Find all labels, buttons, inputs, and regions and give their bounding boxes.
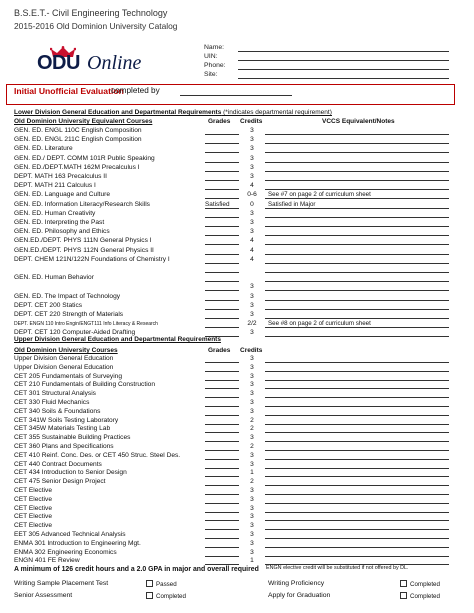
table-row (0, 127, 474, 135)
course-name: GEN. ED. The Impact of Technology (14, 292, 121, 300)
credits-value: 4 (250, 182, 254, 190)
credits-value: 2 (250, 443, 254, 450)
completed-by-label: completed by (111, 86, 160, 95)
course-name: CET 360 Plans and Specifications (14, 443, 114, 450)
credits-value: 3 (250, 145, 254, 153)
course-name: CET Elective (14, 513, 52, 521)
phone-field[interactable] (238, 69, 449, 70)
catalog-year: 2015-2016 Old Dominion University Catalog (14, 21, 178, 31)
vccs-note-field[interactable] (265, 173, 449, 181)
table-row (0, 136, 474, 144)
credits-value: 3 (250, 363, 254, 371)
course-name: CET 340 Soils & Foundations (14, 407, 101, 415)
lower-courses-header: Old Dominion University Equivalent Courses (14, 118, 153, 125)
table-row (0, 164, 474, 172)
notes-field[interactable] (265, 355, 449, 363)
credits-value: 3 (250, 487, 254, 494)
vccs-note-field[interactable] (265, 329, 449, 337)
credits-value: 4 (250, 246, 254, 254)
lower-division-heading (14, 109, 332, 116)
odu-online-logo (14, 46, 164, 82)
table-row (0, 452, 474, 460)
course-name: GEN. ED. Philosophy and Ethics (14, 228, 110, 236)
grade-field[interactable] (205, 182, 239, 190)
table-row (0, 228, 474, 236)
credits-value: 3 (250, 390, 254, 398)
credits-value: 3 (250, 163, 254, 171)
course-name: Upper Division General Education (14, 355, 114, 362)
vccs-note-field[interactable] (265, 145, 449, 153)
table-row (0, 373, 474, 381)
name-label: Name: (204, 44, 225, 51)
course-name: GEN.ED./DEPT. PHYS 111N General Physics I (14, 237, 152, 245)
writing-proficiency-checkbox[interactable] (400, 580, 407, 587)
course-name: CET 345W Materials Testing Lab (14, 425, 111, 433)
grade-field[interactable] (205, 390, 239, 398)
course-name: CET 341W Soils Testing Laboratory (14, 416, 119, 424)
grade-field[interactable] (205, 145, 239, 153)
grade-field[interactable] (205, 531, 239, 539)
grade-field[interactable] (205, 210, 239, 218)
table-row (0, 256, 474, 264)
grade-field[interactable] (205, 237, 239, 245)
logo-online-text: Online (87, 52, 142, 74)
grade-field[interactable] (205, 191, 239, 199)
grade-field[interactable] (205, 247, 239, 255)
credits-value: 4 (250, 237, 254, 245)
credits-value: 3 (250, 292, 254, 300)
credits-value: 0-6 (247, 191, 257, 199)
logo-odu-text: ODU (37, 52, 80, 74)
course-name: GEN. ED./ DEPT. COMM 101R Public Speaking (14, 154, 155, 162)
grade-field[interactable] (205, 274, 239, 282)
table-row (0, 293, 474, 301)
notes-field[interactable] (265, 408, 449, 416)
table-row (0, 425, 474, 433)
table-row (0, 364, 474, 372)
course-name: CET 355 Sustainable Building Practices (14, 434, 131, 442)
course-name: CET Elective (14, 495, 52, 503)
credits-value: 4 (250, 255, 254, 263)
course-name: GEN.ED./DEPT. PHYS 112N General Physics II (14, 246, 154, 254)
table-row (0, 469, 474, 477)
passed-checkbox[interactable] (146, 580, 153, 587)
grade-field[interactable] (205, 164, 239, 172)
credits-value: 3 (250, 504, 254, 512)
notes-field[interactable] (265, 381, 449, 389)
credits-value: 3 (250, 283, 254, 291)
notes-field[interactable] (265, 434, 449, 442)
course-name: CET 210 Fundamentals of Building Construction (14, 381, 155, 389)
vccs-note-field[interactable] (265, 136, 449, 144)
grade-field[interactable] (205, 452, 239, 460)
notes-field[interactable] (265, 540, 449, 548)
notes-field[interactable] (265, 513, 449, 521)
grade-field[interactable] (205, 469, 239, 477)
phone-label: Phone: (204, 62, 226, 69)
upper-grades-header: Grades (208, 347, 231, 354)
notes-field[interactable] (265, 461, 449, 469)
table-row (0, 182, 474, 190)
credits-value: 3 (250, 301, 254, 309)
course-name: Upper Division General Education (14, 363, 114, 371)
vccs-note-field[interactable] (265, 127, 449, 135)
vccs-note-field[interactable] (265, 182, 449, 190)
notes-field[interactable] (265, 425, 449, 433)
credits-value: 3 (250, 451, 254, 459)
passed-label: Passed (156, 581, 177, 588)
credits-value: 3 (250, 522, 254, 530)
table-row (0, 443, 474, 451)
credits-value: 3 (250, 513, 254, 521)
table-row (0, 145, 474, 153)
table-row (0, 302, 474, 310)
course-name: GEN. ED./DEPT.MATH 162M Precalculus I (14, 163, 140, 171)
vccs-note-field[interactable] (265, 210, 449, 218)
senior-assessment-completed-label: Completed (156, 593, 186, 600)
credits-value: 1 (250, 469, 254, 477)
table-row (0, 265, 474, 273)
notes-field[interactable] (265, 496, 449, 504)
vccs-note-field[interactable] (265, 219, 449, 227)
course-name: CET Elective (14, 504, 52, 512)
credits-value: 3 (250, 311, 254, 318)
grade-field[interactable] (205, 173, 239, 181)
course-name: DEPT. MATH 163 Precalculus II (14, 173, 107, 180)
credits-value: 3 (250, 329, 254, 337)
credits-value: 3 (250, 399, 254, 406)
table-row (0, 201, 474, 209)
lower-credits-header: Credits (240, 118, 263, 125)
course-name: DEPT. MATH 211 Calculus I (14, 182, 96, 190)
credits-value: 3 (250, 173, 254, 180)
table-row (0, 155, 474, 163)
vccs-note-field[interactable] (265, 155, 449, 163)
site-field[interactable] (238, 78, 449, 79)
grade-field[interactable] (205, 127, 239, 135)
grade-field[interactable] (205, 265, 239, 273)
grade-field[interactable]: Satisfied (205, 201, 239, 209)
vccs-note-field[interactable] (265, 274, 449, 282)
vccs-note-field[interactable]: See #8 on page 2 of curriculum sheet (265, 320, 449, 328)
course-name: CET Elective (14, 522, 52, 530)
grade-field[interactable] (205, 228, 239, 236)
grade-field[interactable] (205, 540, 239, 548)
writing-proficiency-completed-label: Completed (410, 581, 440, 588)
credits-value: 3 (250, 154, 254, 162)
completed-by-field[interactable] (180, 95, 292, 96)
credits-value: 0 (250, 200, 254, 208)
credits-value: 3 (250, 127, 254, 134)
grade-field[interactable] (205, 434, 239, 442)
table-row (0, 434, 474, 442)
course-name: DEPT. CHEM 121N/122N Foundations of Chemistry I (14, 255, 170, 263)
vccs-note-field[interactable] (265, 237, 449, 245)
notes-field[interactable] (265, 522, 449, 530)
credits-value: 3 (250, 407, 254, 415)
program-title: B.S.E.T.- Civil Engineering Technology (14, 8, 168, 18)
credits-value: 2 (250, 478, 254, 486)
grade-field[interactable] (205, 513, 239, 521)
senior-assessment-label: Senior Assessment (14, 592, 73, 599)
course-name: GEN. ED. Language and Culture (14, 191, 111, 199)
grade-field[interactable] (205, 557, 239, 565)
vccs-note-field[interactable] (265, 256, 449, 264)
grade-field[interactable] (205, 461, 239, 469)
grade-field[interactable] (205, 355, 239, 363)
course-name: GEN. ED. Literature (14, 145, 73, 153)
table-row (0, 399, 474, 407)
engn-elective-note: ENGN elective credit will be substituted if not offered by DL. (266, 565, 409, 571)
notes-field[interactable] (265, 399, 449, 407)
credits-value: 1 (250, 557, 254, 565)
vccs-note-field[interactable] (265, 311, 449, 319)
site-label: Site: (204, 71, 218, 78)
credits-value: 3 (250, 460, 254, 468)
course-name: CET 205 Fundamentals of Surveying (14, 372, 123, 380)
course-name: DEPT. ENGN 110 Intro Engin/ENGT111 Info Literacy & Research (14, 321, 158, 328)
vccs-header: VCCS Equivalent/Notes (322, 118, 395, 125)
table-row (0, 496, 474, 504)
course-name: GEN. ED. Information Literacy/Research Skills (14, 200, 150, 208)
grade-field[interactable] (205, 487, 239, 495)
credits-value: 3 (250, 372, 254, 380)
table-row (0, 247, 474, 255)
credits-value: 3 (250, 136, 254, 144)
course-name: CET 410 Reinf. Conc. Des. or CET 450 Struc. Steel Des. (14, 451, 181, 459)
grade-field[interactable] (205, 302, 239, 310)
vccs-note-field[interactable] (265, 265, 449, 273)
table-row (0, 505, 474, 513)
table-row (0, 191, 474, 199)
apply-graduation-label: Apply for Graduation (268, 592, 331, 599)
table-row (0, 355, 474, 363)
grade-field[interactable] (205, 364, 239, 372)
credits-value: 3 (250, 434, 254, 442)
grade-field[interactable] (205, 425, 239, 433)
table-row (0, 210, 474, 218)
table-row (0, 540, 474, 548)
table-row (0, 283, 474, 291)
credits-value: 3 (250, 209, 254, 217)
vccs-note-field[interactable] (265, 283, 449, 291)
evaluation-title: Initial Unofficial Evaluation (14, 86, 124, 96)
table-row (0, 522, 474, 530)
grade-field[interactable] (205, 496, 239, 504)
table-row (0, 549, 474, 557)
course-name: DEPT. CET 120 Computer-Aided Drafting (14, 329, 136, 337)
vccs-note-field[interactable] (265, 228, 449, 236)
credits-value: 3 (250, 355, 254, 362)
grade-field[interactable] (205, 373, 239, 381)
notes-field[interactable] (265, 417, 449, 425)
grade-field[interactable] (205, 136, 239, 144)
notes-field[interactable] (265, 364, 449, 372)
table-row (0, 320, 474, 328)
vccs-note-field[interactable] (265, 164, 449, 172)
course-name: GEN. ED. Human Behavior (14, 274, 94, 282)
table-row (0, 461, 474, 469)
apply-graduation-completed-label: Completed (410, 593, 440, 600)
notes-field[interactable] (265, 469, 449, 477)
vccs-note-field[interactable]: See #7 on page 2 of curriculum sheet (265, 191, 449, 199)
notes-field[interactable] (265, 549, 449, 557)
course-name: EET 305 Advanced Technical Analysis (14, 531, 126, 538)
notes-field[interactable] (265, 478, 449, 486)
course-name: ENGN 401 FE Review (14, 557, 80, 565)
upper-credits-header: Credits (240, 347, 263, 354)
table-row (0, 237, 474, 245)
credits-value: 3 (250, 228, 254, 236)
grade-field[interactable] (205, 283, 239, 291)
notes-field[interactable] (265, 452, 449, 460)
grade-field[interactable] (205, 478, 239, 486)
credits-value: 2/2 (247, 320, 257, 328)
credits-value: 2 (250, 425, 254, 433)
course-name: GEN. ED. ENGL 211C English Composition (14, 136, 142, 144)
grade-field[interactable] (205, 549, 239, 557)
table-row (0, 311, 474, 319)
lower-grades-header: Grades (208, 118, 231, 125)
senior-assessment-checkbox[interactable] (146, 592, 153, 599)
graduation-requirement: A minimum of 126 credit hours and a 2.0 GPA in major and overall required (14, 566, 259, 573)
table-row (0, 478, 474, 486)
uin-label: UIN: (204, 53, 218, 60)
grade-field[interactable] (205, 293, 239, 301)
vccs-note-field[interactable]: Satisfied in Major (265, 201, 449, 209)
upper-courses-header: Old Dominion University Courses (14, 347, 118, 354)
grade-field[interactable] (205, 408, 239, 416)
vccs-note-field[interactable] (265, 302, 449, 310)
lower-division-title: Lower Division General Education and Departmental Requirements (14, 109, 222, 116)
table-row (0, 408, 474, 416)
notes-field[interactable] (265, 390, 449, 398)
course-name: ENMA 302 Engineering Economics (14, 548, 117, 556)
credits-value: 2 (250, 416, 254, 424)
table-row (0, 381, 474, 389)
grade-field[interactable] (205, 522, 239, 530)
course-name: CET 440 Contract Documents (14, 460, 102, 468)
course-name: DEPT. CET 200 Statics (14, 301, 83, 309)
grade-field[interactable] (205, 417, 239, 425)
course-name: CET Elective (14, 487, 52, 494)
table-row (0, 531, 474, 539)
grade-field[interactable] (205, 311, 239, 319)
credits-value: 3 (250, 548, 254, 556)
grade-field[interactable] (205, 256, 239, 264)
table-row (0, 219, 474, 227)
name-field[interactable] (238, 51, 449, 52)
notes-field[interactable] (265, 505, 449, 513)
credits-value: 3 (250, 219, 254, 226)
credits-value: 3 (250, 495, 254, 503)
course-name: CET 301 Structural Analysis (14, 390, 96, 398)
course-name: ENMA 301 Introduction to Engineering Mgt. (14, 539, 141, 547)
grade-field[interactable] (205, 399, 239, 407)
table-row (0, 513, 474, 521)
departmental-note: (*indicates departmental requirement) (221, 109, 332, 116)
uin-field[interactable] (238, 60, 449, 61)
course-name: CET 330 Fluid Mechanics (14, 399, 90, 406)
course-name: GEN. ED. Human Creativity (14, 209, 96, 217)
course-name: CET 434 Introduction to Senior Design (14, 469, 127, 477)
table-row (0, 274, 474, 282)
credits-value: 3 (250, 381, 254, 389)
grade-field[interactable] (205, 320, 239, 328)
apply-graduation-checkbox[interactable] (400, 592, 407, 599)
writing-test-label: Writing Sample Placement Test (14, 580, 109, 587)
credits-value: 3 (250, 531, 254, 538)
grade-field[interactable] (205, 381, 239, 389)
grade-field[interactable] (205, 219, 239, 227)
table-row (0, 390, 474, 398)
notes-field[interactable] (265, 531, 449, 539)
notes-field[interactable] (265, 487, 449, 495)
writing-proficiency-label: Writing Proficiency (268, 580, 325, 587)
grade-field[interactable] (205, 155, 239, 163)
grade-field[interactable] (205, 505, 239, 513)
credits-value: 3 (250, 539, 254, 547)
grade-field[interactable] (205, 443, 239, 451)
course-name: CET 475 Senior Design Project (14, 478, 106, 486)
table-row (0, 487, 474, 495)
notes-field[interactable] (265, 373, 449, 381)
course-name: GEN. ED. Interpreting the Past (14, 219, 105, 226)
upper-division-heading: Upper Division General Education and Departmental Requirements (14, 336, 221, 343)
table-row (0, 173, 474, 181)
vccs-note-field[interactable] (265, 293, 449, 301)
table-row (0, 417, 474, 425)
course-name: DEPT. CET 220 Strength of Materials (14, 311, 124, 318)
vccs-note-field[interactable] (265, 247, 449, 255)
notes-field[interactable] (265, 443, 449, 451)
course-name: GEN. ED. ENGL 110C English Composition (14, 127, 142, 134)
